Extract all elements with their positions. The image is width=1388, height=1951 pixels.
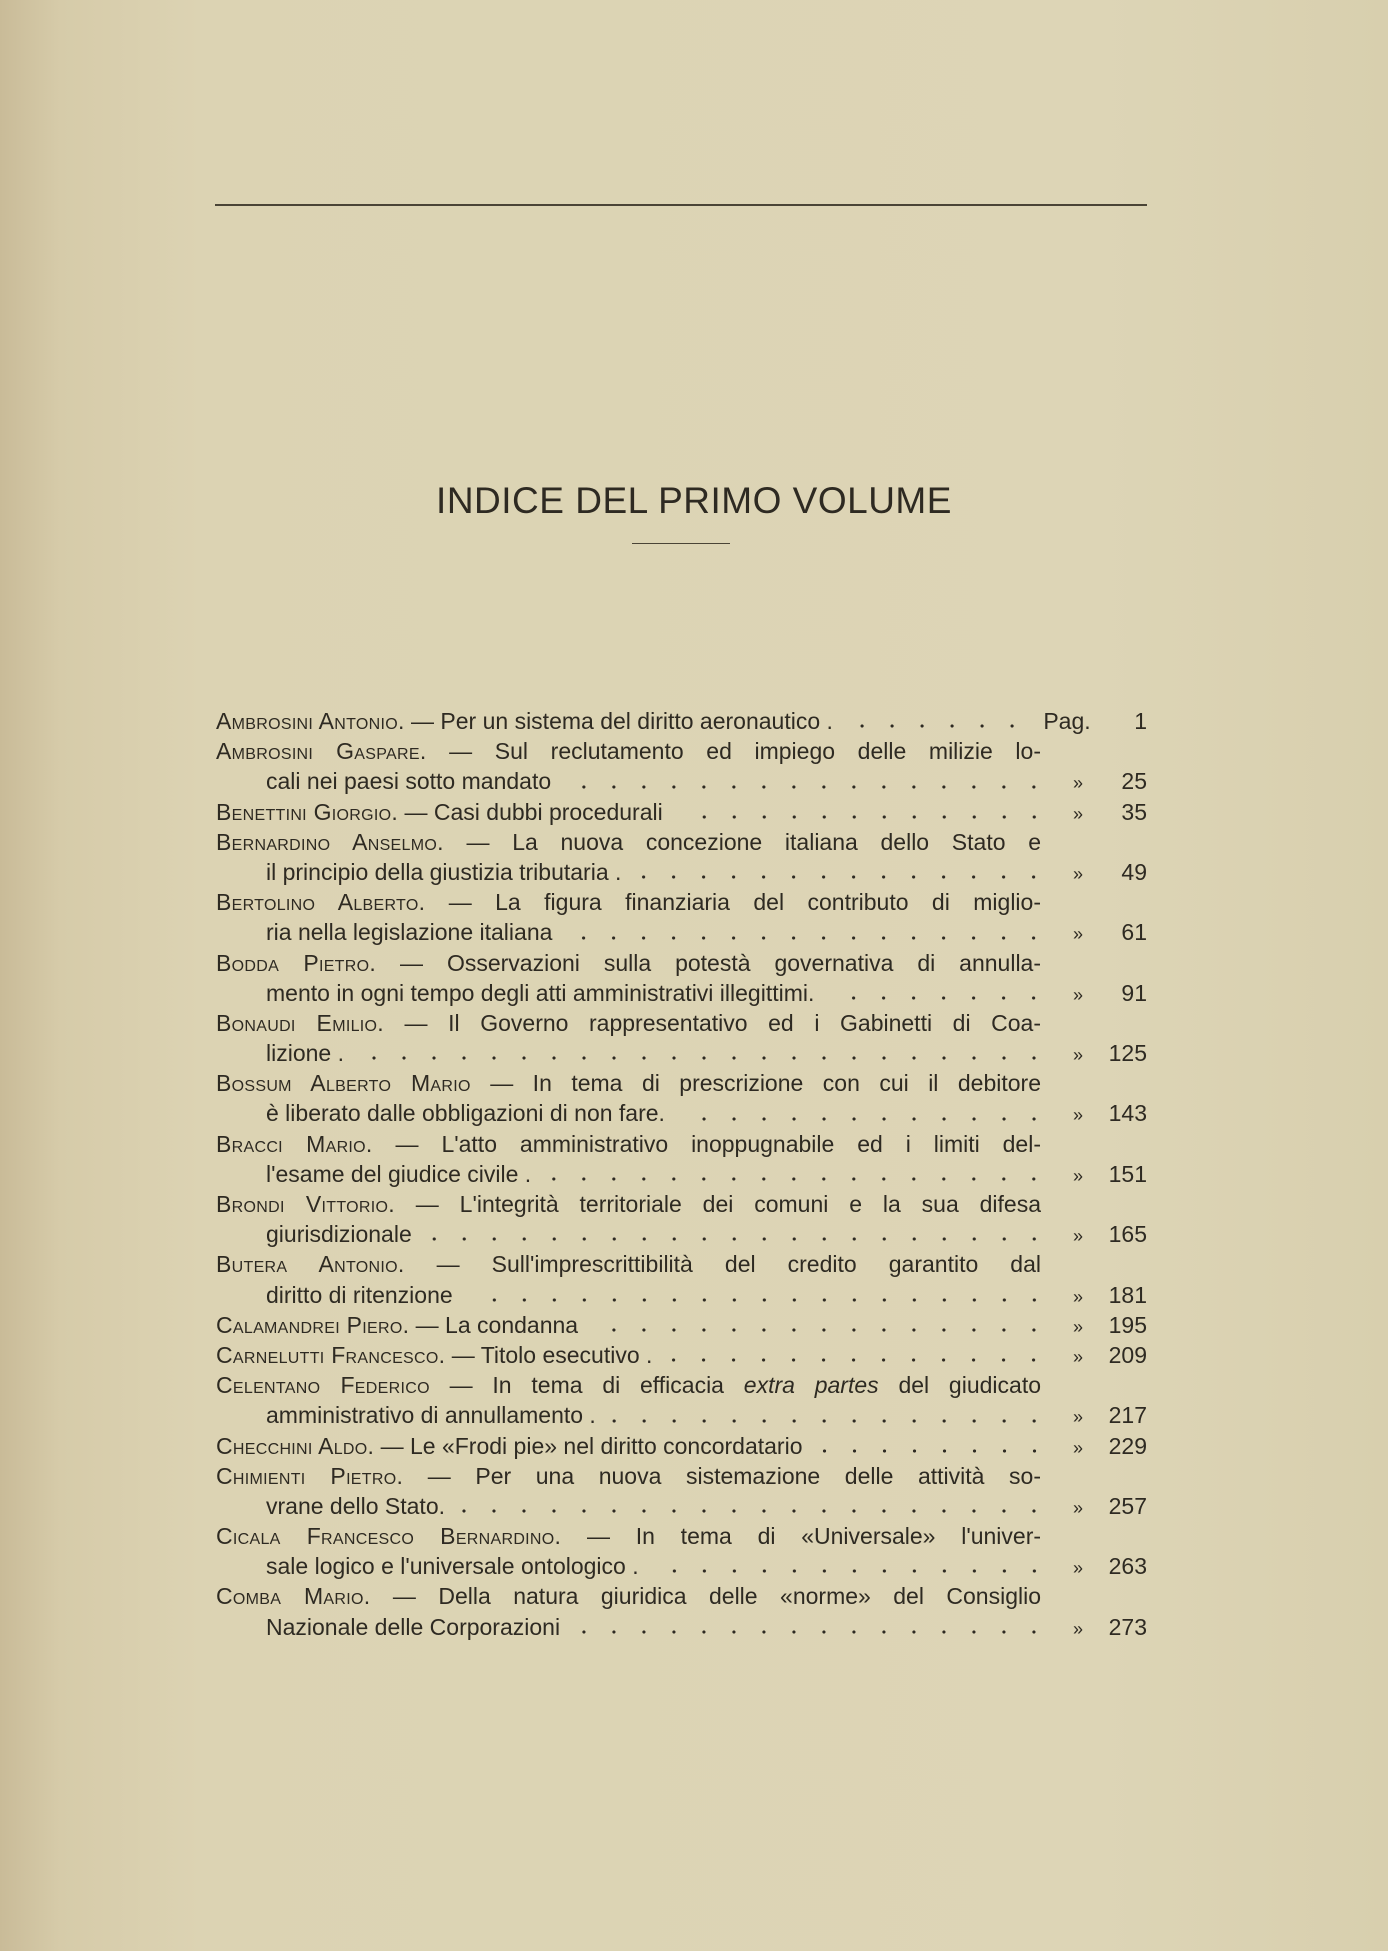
entry-line-text <box>216 1370 1041 1400</box>
entry-title-continued: il principio della giustizia tributaria . <box>266 858 622 885</box>
entry-line-text <box>216 1310 578 1340</box>
dot-leader <box>545 1177 1049 1181</box>
entry-line <box>216 948 1147 978</box>
page-marker: » <box>1072 1165 1083 1186</box>
entry-line-text <box>216 1521 1041 1551</box>
entry-line-text <box>216 1189 1041 1219</box>
toc-entry <box>216 797 1147 827</box>
entry-author: Bodda Pietro. <box>216 949 377 976</box>
entry-title-continued: l'esame del giudice civile . <box>266 1160 532 1187</box>
entry-line-text <box>216 1249 1041 1279</box>
entry-title: — In tema di prescrizione con cui il debitore <box>490 1070 1041 1097</box>
entry-line-text <box>216 887 1041 917</box>
entry-title-continued: mento in ogni tempo degli atti amministrativi illegittimi. <box>266 979 815 1006</box>
entry-author: Checchini Aldo. <box>216 1432 375 1459</box>
entry-title: — L'integrità territoriale dei comuni e la sua difesa <box>415 1191 1041 1217</box>
dot-leader <box>635 875 1049 879</box>
page-marker: » <box>1072 803 1083 824</box>
page-number: 35 <box>1121 798 1147 825</box>
dot-leader <box>817 1449 1050 1453</box>
entry-author: Benettini Giorgio. <box>216 798 399 825</box>
toc-entry <box>216 887 1147 947</box>
page-number: 49 <box>1121 858 1147 885</box>
entry-line <box>216 1008 1147 1038</box>
entry-title: — In tema di efficacia <box>449 1372 724 1399</box>
toc-entry <box>216 1310 1147 1340</box>
entry-title: — Il Governo rappresentativo ed i Gabinetti di Coa- <box>404 1009 1041 1036</box>
entry-title: — Sull'imprescrittibilità del credito garantito dal <box>436 1251 1041 1278</box>
toc-entry <box>216 1370 1147 1430</box>
entry-title: — Sul reclutamento ed impiego delle milizie lo- <box>449 738 1041 765</box>
top-rule <box>215 204 1147 206</box>
entry-continuation-line <box>216 1159 1147 1189</box>
toc-entry <box>216 1431 1147 1461</box>
toc-entry <box>216 1521 1147 1581</box>
entry-author: Cicala Francesco Bernardino. <box>216 1523 562 1550</box>
page-marker: » <box>1072 924 1083 945</box>
entry-line <box>216 1249 1147 1279</box>
entry-title-continued: lizione . <box>266 1040 344 1067</box>
entry-title: — Per un sistema del diritto aeronautico . <box>411 708 833 734</box>
entry-author: Carnelutti Francesco. <box>216 1341 446 1368</box>
entry-title-continued: amministrativo di annullamento . <box>266 1402 596 1429</box>
entry-author: Ambrosini Antonio. <box>216 708 405 734</box>
entry-continuation-line <box>216 1400 1147 1430</box>
entry-line-text <box>216 1340 652 1370</box>
page-marker: » <box>1072 1286 1083 1307</box>
dot-leader <box>666 1358 1049 1362</box>
entry-line <box>216 1340 1147 1370</box>
page-number: 61 <box>1121 919 1147 946</box>
page-number: 257 <box>1108 1492 1147 1519</box>
toc-entry <box>216 1129 1147 1189</box>
entry-title-continued: è liberato dalle obbligazioni di non fare. <box>266 1100 665 1127</box>
entry-continuation-line <box>216 1491 1147 1521</box>
entry-continuation-line <box>216 857 1147 887</box>
dot-leader <box>677 815 1049 819</box>
page-marker: » <box>1072 773 1083 794</box>
toc-entry <box>216 1008 1147 1068</box>
dot-leader <box>653 1569 1049 1573</box>
entry-line-text <box>216 1461 1041 1491</box>
entry-title: — L'atto amministrativo inoppugnabile ed i limiti del- <box>395 1130 1041 1157</box>
entry-title-continued: ria nella legislazione italiana <box>266 919 553 946</box>
page-marker: » <box>1072 1618 1083 1639</box>
entry-author: Brondi Vittorio. <box>216 1191 395 1217</box>
page-marker: Pag. <box>1043 708 1091 734</box>
entry-title: — Osservazioni sulla potestà governativa di annulla- <box>400 949 1041 976</box>
page-marker: » <box>1072 1226 1083 1247</box>
page-marker: » <box>1072 1105 1083 1126</box>
entry-title-continued: Nazionale delle Corporazioni <box>266 1613 561 1640</box>
entry-line-text <box>216 1431 803 1461</box>
page-number: 91 <box>1121 979 1147 1006</box>
entry-line-text <box>216 1068 1041 1098</box>
entry-line <box>216 887 1147 917</box>
page-number: 195 <box>1108 1311 1147 1338</box>
entry-continuation-line <box>216 1280 1147 1310</box>
entry-author: Calamandrei Piero. <box>216 1311 410 1338</box>
entry-line-text <box>216 1008 1041 1038</box>
entry-line <box>216 1189 1147 1219</box>
title-underline <box>632 543 730 544</box>
entry-author: Bertolino Alberto. <box>216 889 426 916</box>
entry-continuation-line <box>216 1551 1147 1581</box>
dot-leader <box>358 1056 1049 1060</box>
page-number: 151 <box>1108 1160 1147 1187</box>
entry-title: — Della natura giuridica delle «norme» del Consiglio <box>392 1583 1041 1610</box>
entry-line-text <box>216 827 1041 857</box>
entry-line <box>216 797 1147 827</box>
page-marker: » <box>1072 1437 1083 1458</box>
page-marker: » <box>1072 1407 1083 1428</box>
dot-leader <box>828 996 1049 1000</box>
entry-continuation-line <box>216 1038 1147 1068</box>
entry-title: — Titolo esecutivo . <box>451 1341 653 1368</box>
toc-entry <box>216 1340 1147 1370</box>
entry-line <box>216 1521 1147 1551</box>
entry-title-continued: vrane dello Stato. <box>266 1492 446 1519</box>
entry-line-text <box>216 706 833 736</box>
entry-line <box>216 736 1147 766</box>
dot-leader <box>426 1237 1049 1241</box>
page-marker: » <box>1072 1497 1083 1518</box>
dot-leader <box>566 936 1049 940</box>
page-number: 181 <box>1108 1281 1147 1308</box>
entry-author: Bossum Alberto Mario <box>216 1070 471 1097</box>
table-of-contents <box>216 706 1147 1642</box>
page-marker: » <box>1072 1045 1083 1066</box>
page-marker: » <box>1072 1558 1083 1579</box>
entry-title-continued: giurisdizionale <box>266 1221 412 1248</box>
entry-line <box>216 1370 1147 1400</box>
toc-entry <box>216 827 1147 887</box>
dot-leader <box>610 1419 1049 1423</box>
page-number: 143 <box>1108 1100 1147 1127</box>
entry-line <box>216 706 1147 736</box>
entry-line <box>216 1431 1147 1461</box>
entry-title-continued: diritto di ritenzione <box>266 1281 453 1308</box>
entry-author: Chimienti Pietro. <box>216 1462 404 1489</box>
entry-line-text <box>216 948 1041 978</box>
entry-author: Bernardino Anselmo. <box>216 828 444 855</box>
dot-leader <box>592 1328 1049 1332</box>
entry-line <box>216 1129 1147 1159</box>
page-marker: » <box>1072 984 1083 1005</box>
page-marker: » <box>1072 863 1083 884</box>
entry-author: Butera Antonio. <box>216 1251 405 1278</box>
entry-author: Bonaudi Emilio. <box>216 1009 384 1036</box>
entry-title-continued: cali nei paesi sotto mandato <box>266 768 552 795</box>
entry-line <box>216 1068 1147 1098</box>
page-number: 165 <box>1108 1221 1147 1248</box>
entry-author: Celentano Federico <box>216 1372 430 1399</box>
dot-leader <box>679 1117 1049 1121</box>
dot-leader <box>467 1298 1049 1302</box>
page-number: 229 <box>1108 1432 1147 1459</box>
toc-entry <box>216 1461 1147 1521</box>
dot-leader <box>574 1630 1049 1634</box>
entry-line <box>216 1581 1147 1611</box>
entry-continuation-line <box>216 1219 1147 1249</box>
entry-line <box>216 1461 1147 1491</box>
page-number: 263 <box>1108 1553 1147 1580</box>
entry-title: — Per una nuova sistemazione delle attività so- <box>427 1462 1041 1489</box>
entry-line <box>216 827 1147 857</box>
entry-author: Ambrosini Gaspare. <box>216 738 427 765</box>
entry-title: — Casi dubbi procedurali <box>404 798 663 825</box>
toc-entry <box>216 1581 1147 1641</box>
entry-author: Bracci Mario. <box>216 1130 373 1157</box>
page-number: 217 <box>1108 1402 1147 1429</box>
entry-continuation-line <box>216 1612 1147 1642</box>
entry-title: — In tema di «Universale» l'univer- <box>587 1523 1041 1550</box>
toc-entry <box>216 736 1147 796</box>
page-number: 209 <box>1108 1341 1147 1368</box>
toc-entry <box>216 1068 1147 1128</box>
entry-title-italic: extra partes <box>743 1372 879 1399</box>
entry-continuation-line <box>216 978 1147 1008</box>
entry-line-text <box>216 736 1041 766</box>
dot-leader <box>565 785 1049 789</box>
page-number: 125 <box>1108 1040 1147 1067</box>
dot-leader <box>847 724 1027 728</box>
page-number: 1 <box>1134 708 1147 734</box>
entry-title: — La condanna <box>415 1311 579 1338</box>
entry-author: Comba Mario. <box>216 1583 371 1610</box>
toc-entry <box>216 1249 1147 1309</box>
entry-line <box>216 1310 1147 1340</box>
page-marker: » <box>1072 1346 1083 1367</box>
entry-line-text <box>216 797 663 827</box>
entry-title-continued: sale logico e l'universale ontologico . <box>266 1553 639 1580</box>
entry-title: — Le «Frodi pie» nel diritto concordatario <box>380 1432 803 1459</box>
entry-title: — La nuova concezione italiana dello Stato e <box>466 828 1041 855</box>
toc-entry <box>216 948 1147 1008</box>
entry-title: — La figura finanziaria del contributo di miglio- <box>448 889 1041 916</box>
entry-line-text <box>216 1581 1041 1611</box>
page-marker: » <box>1072 1316 1083 1337</box>
entry-title-rest: del giudicato <box>898 1372 1041 1399</box>
entry-line-text <box>216 1129 1041 1159</box>
toc-entry <box>216 706 1147 736</box>
entry-continuation-line <box>216 766 1147 796</box>
entry-continuation-line <box>216 1098 1147 1128</box>
toc-entry <box>216 1189 1147 1249</box>
page-title: INDICE DEL PRIMO VOLUME <box>436 480 952 521</box>
page-number: 273 <box>1108 1613 1147 1640</box>
entry-continuation-line <box>216 917 1147 947</box>
dot-leader <box>459 1509 1049 1513</box>
page-number: 25 <box>1121 768 1147 795</box>
